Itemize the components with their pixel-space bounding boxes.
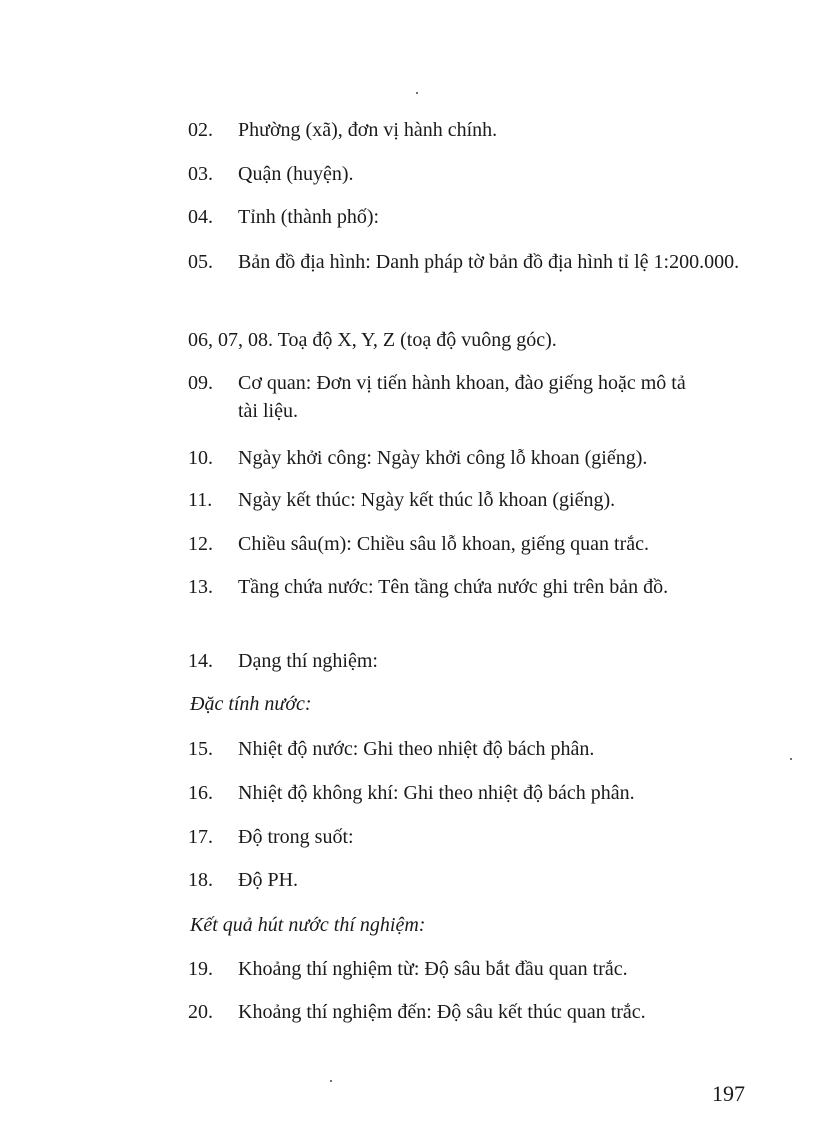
list-item <box>188 647 768 675</box>
scan-speck <box>330 1080 332 1082</box>
item-number: 16. <box>188 782 213 804</box>
item-text: Tầng chứa nước: Tên tầng chứa nước ghi trên bản đồ. <box>238 576 669 598</box>
section-heading-pumping-results: Kết quả hút nước thí nghiệm: <box>190 914 426 936</box>
list-item <box>188 160 768 188</box>
item-number: 10. <box>188 447 213 469</box>
list-item <box>188 735 768 763</box>
item-number: 17. <box>188 826 213 848</box>
item-number: 05. <box>188 251 213 273</box>
list-item <box>188 248 748 276</box>
item-text: Dạng thí nghiệm: <box>238 650 378 672</box>
item-text: Nhiệt độ nước: Ghi theo nhiệt độ bách phân. <box>238 738 595 760</box>
page-number: 197 <box>712 1081 745 1106</box>
item-text: Bản đồ địa hình: Danh pháp tờ bản đồ địa hình tỉ lệ 1:200.000. <box>238 251 740 273</box>
item-text: Độ trong suốt: <box>238 826 354 848</box>
item-number: 04. <box>188 206 213 228</box>
section-heading-water-properties: Đặc tính nước: <box>190 693 312 715</box>
list-item <box>188 866 768 894</box>
item-text: Cơ quan: Đơn vị tiến hành khoan, đào giếng hoặc mô tả tài liệu. <box>238 372 686 422</box>
list-item <box>188 369 688 425</box>
list-item <box>188 998 768 1026</box>
item-number: 20. <box>188 1001 213 1023</box>
item-text: Khoảng thí nghiệm từ: Độ sâu bắt đầu quan trắc. <box>238 958 628 980</box>
list-item <box>188 823 768 851</box>
item-text: Chiều sâu(m): Chiều sâu lỗ khoan, giếng quan trắc. <box>238 533 650 555</box>
scan-speck <box>790 758 792 760</box>
list-item <box>188 779 768 807</box>
item-number: 09. <box>188 372 213 394</box>
item-text: Quận (huyện). <box>238 163 354 185</box>
coordinates-line: 06, 07, 08. Toạ độ X, Y, Z (toạ độ vuông góc). <box>188 329 557 351</box>
item-text: Ngày kết thúc: Ngày kết thúc lỗ khoan (giếng). <box>238 489 616 511</box>
item-text: Ngày khởi công: Ngày khởi công lỗ khoan (giếng). <box>238 447 648 469</box>
item-number: 15. <box>188 738 213 760</box>
item-text: Độ PH. <box>238 869 299 891</box>
item-number: 02. <box>188 119 213 141</box>
item-number: 03. <box>188 163 213 185</box>
list-item <box>188 955 768 983</box>
item-text: Khoảng thí nghiệm đến: Độ sâu kết thúc quan trắc. <box>238 1001 646 1023</box>
item-number: 12. <box>188 533 213 555</box>
list-item <box>188 444 768 472</box>
item-number: 19. <box>188 958 213 980</box>
item-number: 11. <box>188 489 213 511</box>
scan-speck <box>416 92 418 94</box>
item-text: Phường (xã), đơn vị hành chính. <box>238 119 498 141</box>
item-text: Tỉnh (thành phố): <box>238 206 380 228</box>
list-item <box>188 486 768 514</box>
list-item <box>188 116 768 144</box>
item-number: 14. <box>188 650 213 672</box>
list-item <box>188 203 768 231</box>
item-number: 13. <box>188 576 213 598</box>
item-number: 18. <box>188 869 213 891</box>
list-item <box>188 530 768 558</box>
item-text: Nhiệt độ không khí: Ghi theo nhiệt độ bách phân. <box>238 782 635 804</box>
list-item <box>188 573 744 601</box>
